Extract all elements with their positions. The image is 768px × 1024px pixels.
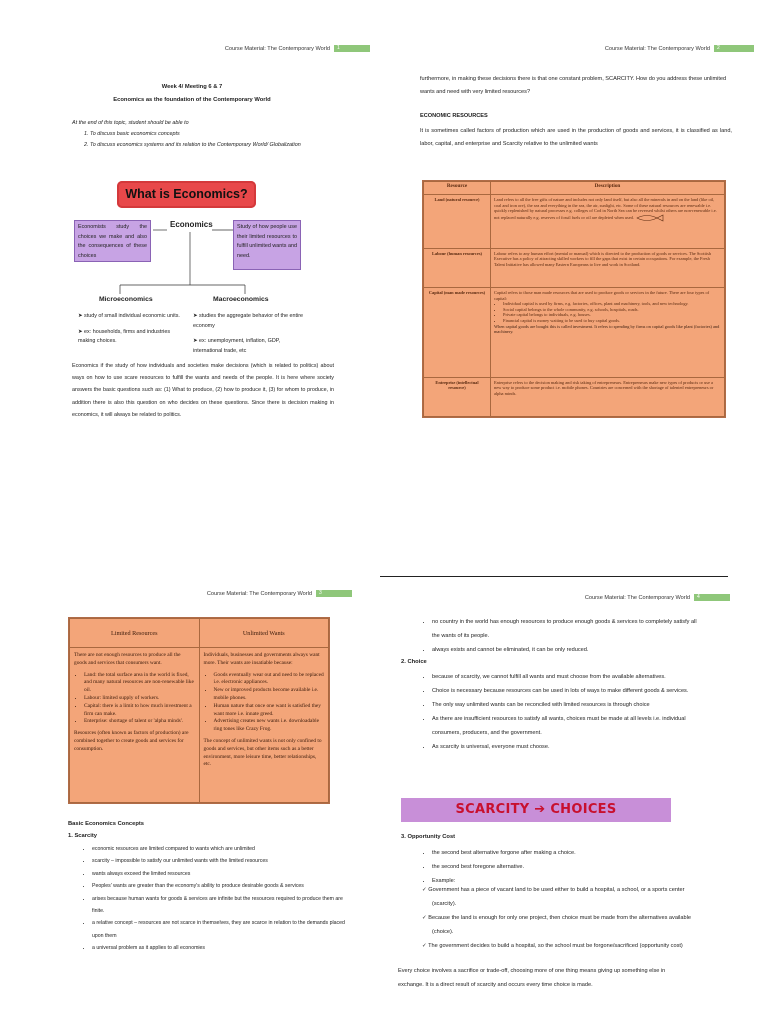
- check-item: ✓ Because the land is enough for only one project, then choice must be made from the alternatives available (choice).: [422, 911, 692, 939]
- list-item: ➤ ex: unemployment, inflation, GDP, international trade, etc: [193, 338, 281, 354]
- list-item: • a universal problem as it applies to all economies: [92, 942, 352, 954]
- opportunity-cost-list: [422, 846, 702, 888]
- macroeconomics-heading: Macroeconomics: [213, 296, 269, 303]
- economics-label: Economics: [170, 220, 213, 229]
- header-title: Course Material: The Contemporary World: [206, 590, 312, 597]
- list-item: • arises because human wants for goods & services are infinite but the resources required to produce them are finite.: [92, 893, 352, 918]
- list-item: ➤ ex: households, firms and industries making choices.: [78, 328, 171, 344]
- closing-paragraph: Every choice involves a sacrifice or trade-off, choosing more of one thing means giving up something else in exchange. It is a direct result of scarcity and occurs every time choice is made.: [398, 968, 666, 988]
- scarcity-continued-list: [422, 615, 702, 657]
- basic-concepts-heading: Basic Economics Concepts: [68, 821, 145, 827]
- table-row: Labour (human resources) Labour refers to any human effort (mental or manual) which is directed to the production of goods or services. The Scottish Executive has a policy of attracting skilled workers to fill the gaps that exist in certain occupations. For example, the Fresh Talent Initiative has allowed many Eastern Europeans to live and work in Scotland.: [424, 248, 725, 287]
- list-item: • Peoples' wants are greater than the economy's ability to produce desirable goods & services: [92, 880, 352, 892]
- page-header: [207, 590, 352, 597]
- check-item: ✓ Government has a piece of vacant land to be used either to build a hospital, a school, or a sports center (scarcity).: [422, 883, 692, 911]
- document-title: Economics as the foundation of the Contemporary World: [113, 97, 271, 103]
- list-item: • the second best alternative forgone after making a choice.: [432, 846, 702, 860]
- objectives-intro: At the end of this topic, student should be able to: [72, 120, 189, 126]
- table-row: Capital (man made resources) Capital refers to those man made resources that are used to produce goods or services in the future. There are four types of capital: • Individual capital is used by firms, e.g. factories, offices, plant and machinery, tools, and new technology. • Social capital belongs to the whole community, e.g. schools, hospitals, roads. • Private capital belongs to individuals, e.g. houses. • Financial capital is money waiting to be used to buy capital goods. When capital goods are bought this is called investment. It refers to spending by firms on capital goods like plant (factories) and machinery.: [424, 287, 725, 377]
- list-item: • no country in the world has enough resources to produce enough goods & services to completely satisfy all the wants of its people.: [432, 615, 702, 643]
- list-item: • a relative concept – resources are not scarce in themselves, they are scarce in relation to the demands placed upon them: [92, 917, 352, 942]
- list-item: ➤ studies the aggregate behavior of the entire economy: [193, 313, 304, 329]
- concept-connectors: [0, 0, 384, 330]
- scarcity-heading: 1. Scarcity: [68, 833, 98, 839]
- page-2: [384, 0, 768, 512]
- page-4: [384, 512, 768, 1024]
- definition-box: Study of how people use their limited resources to fulfill unlimited wants and need.: [233, 220, 301, 270]
- table-header: Resource: [424, 182, 491, 195]
- header-title: Course Material: The Contemporary World: [224, 45, 330, 52]
- choice-heading: 2. Choice: [401, 659, 427, 665]
- list-item: • the second best foregone alternative.: [432, 860, 702, 874]
- economic-resources-heading: ECONOMIC RESOURCES: [420, 113, 488, 119]
- list-item: • The only way unlimited wants can be reconciled with limited resources is through choice: [432, 698, 702, 712]
- list-item: • always exists and cannot be eliminated, it can be only reduced.: [432, 643, 702, 657]
- example-checklist: [422, 883, 692, 953]
- choice-list: [422, 670, 702, 754]
- page-number: 2: [714, 45, 754, 52]
- list-item: • wants always exceed the limited resources: [92, 868, 352, 880]
- list-item: ➤ study of small individual economic units.: [78, 313, 180, 319]
- table-row: There are not enough resources to produce all the goods and services that consumers want. • Land: the total surface area in the world is fixed, and many natural resources are non-renewable like oil. • Labour: limited supply of workers. • Capital: there is a limit to how much investment a firm can make. • Enterprise: shortage of talent or 'alpha minds'. Resources (often known as factors of production) are combined together to create goods and services for consumption. Individuals, businesses and governments always want more. Their wants are insatiable because: • Goods eventually wear out and need to be replaced i.e. electronic appliances. • New or improved products become available i.e. mobile phones. • Human nature that once one want is satisfied they want more i.e. innate greed. • Advertising creates new wants i.e. downloadable ring tones like Crazy Frog. The concept of unlimited wants is not only confined to goods and services, but other items such as a better environment, more leisure time, better relationships, etc.: [70, 648, 329, 803]
- micro-list: [78, 312, 186, 353]
- page-header: [585, 594, 730, 601]
- table-header: Limited Resources: [70, 619, 200, 648]
- objective-item: 2. To discuss economics systems and its relation to the Contemporary World/ Globalization: [90, 140, 301, 151]
- list-item: • Choice is necessary because resources can be used in lots of ways to make different goods & services.: [432, 684, 702, 698]
- list-item: • Example:: [432, 874, 702, 888]
- economic-resources-text: It is sometimes called factors of production which are used in the production of goods and services, it is classified as land, labor, capital, and enterprise and Scarcity relative to the unlimited wants: [420, 128, 732, 147]
- header-title: Course Material: The Contemporary World: [584, 594, 690, 601]
- table-row: Entreprise (intellectual resource) Enterprise refers to the decision making and risk taking of entrepreneurs. Entrepreneurs make new types of products or use a new way to produce some product i.e. mobile phones. Countries are concerned with the shortage of talented entrepreneurs or alpha minds.: [424, 377, 725, 416]
- table-row: Land (natural resource) Land refers to all the free gifts of nature and includes not only land itself, but also all the minerals in and on the land (like oil, coal and iron ore), the sea and everything in the sea, the air, sunlight, etc. Some of these natural resources are renewable i.e. quickly replenished by natural processes e.g. colleges of Cod in North Sea can be reversed whilst others are non-renewable i.e. not replaced naturally e.g. reserves of fossil fuels or oil are depleted when used.: [424, 195, 725, 249]
- scarcity-list: [82, 843, 352, 955]
- limited-unlimited-table: [68, 617, 330, 804]
- scarcity-choices-banner: SCARCITY ➔ CHOICES: [401, 798, 671, 822]
- what-is-economics-banner: What is Economics?: [117, 181, 256, 208]
- resources-table: [422, 180, 726, 418]
- header-title: Course Material: The Contemporary World: [604, 45, 710, 52]
- macro-list: [193, 312, 303, 362]
- week-label: Week 4/ Meeting 6 & 7: [161, 84, 223, 90]
- table-header: Unlimited Wants: [199, 619, 329, 648]
- economists-box: Economists study the choices we make and also the consequences of these choices: [74, 220, 151, 262]
- check-item: ✓ The government decides to build a hospital, so the school must be forgone/sacrificed (opportunity cost): [422, 939, 692, 953]
- list-item: • economic resources are limited compared to wants which are unlimited: [92, 843, 352, 855]
- page-1: [0, 0, 384, 512]
- table-header: Description: [491, 182, 725, 195]
- list-item: • scarcity – impossible to satisfy our unlimited wants with the limited resources: [92, 855, 352, 867]
- scarcity-intro: furthermore, in making these decisions there is that one constant problem, SCARCITY. How do you address these unlimited wants and need with very limited resources?: [420, 76, 727, 95]
- page-number: 1: [334, 45, 370, 52]
- list-item: • because of scarcity, we cannot fulfill all wants and must choose from the available alternatives.: [432, 670, 702, 684]
- page-number: 3: [316, 590, 352, 597]
- page-number: 4: [694, 594, 730, 601]
- list-item: • As there are insufficient resources to satisfy all wants, choices must be made at all levels i.e. individual consumers, producers, and the government.: [432, 712, 702, 740]
- page-3: [0, 512, 384, 1024]
- fish-sketch: [635, 214, 665, 222]
- microeconomics-heading: Microeconomics: [99, 296, 153, 303]
- list-item: • As scarcity is universal, everyone must choose.: [432, 740, 702, 754]
- page-header: [605, 45, 754, 52]
- economics-paragraph: Economics if the study of how individuals and societies make decisions (which is related to politics) about ways on how to use scare resources to fulfill the wants and needs of the people. It is here where society answers the basic questions such as: (1) What to produce, (2) how to produce it, (3) for whom to produce, in addition there is also this question on who decides on these questions. Since there is decision making in economics, it will always be related to politics.: [72, 363, 334, 418]
- opportunity-cost-heading: 3. Opportunity Cost: [401, 834, 456, 840]
- objective-item: 1. To discuss basic economics concepts: [90, 129, 301, 140]
